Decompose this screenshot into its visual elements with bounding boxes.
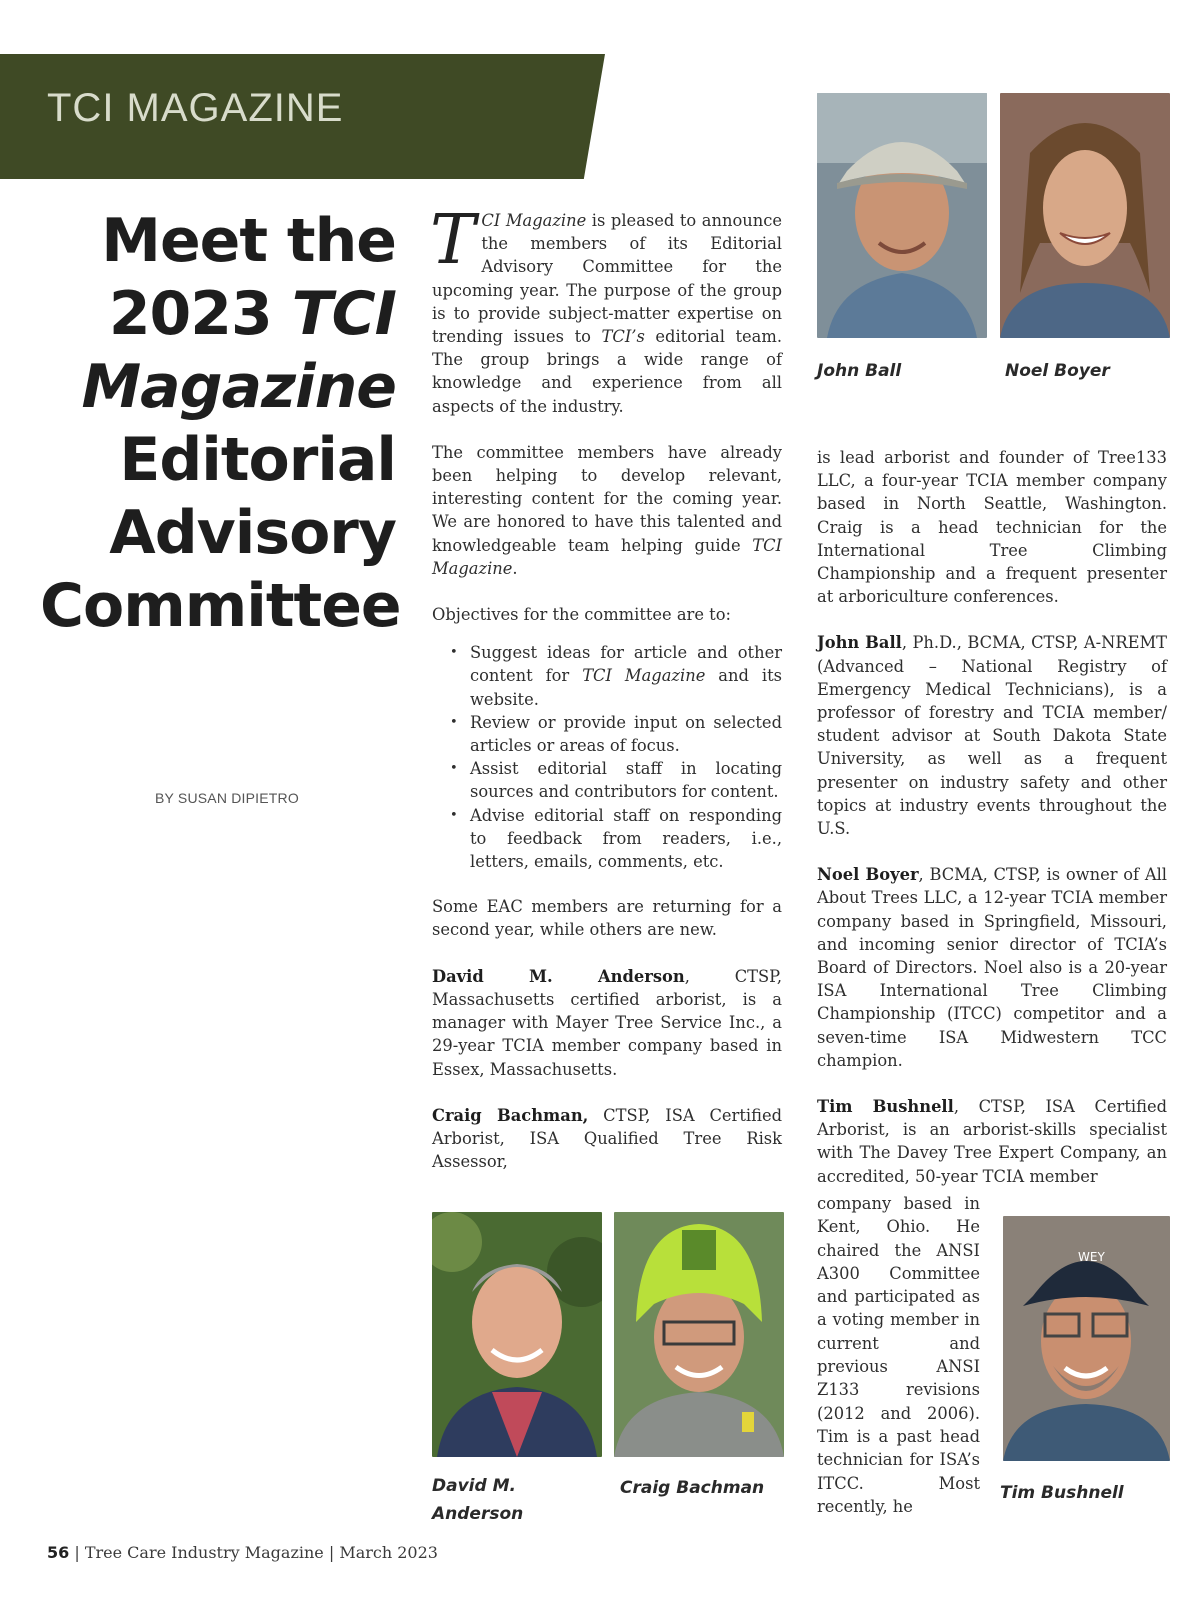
member-name: Tim Bushnell [817, 1097, 954, 1117]
intro-text: is pleased to announce the members of its Editorial Advisory Committee for the upcoming year. The purpose of the group is to provide subject-matter expertise on trending issues to [432, 211, 782, 347]
list-item-text: Advise editorial staff on responding to feedback from readers, i.e., letters, emails, comments, etc. [470, 805, 782, 872]
photo-john-ball [817, 93, 987, 338]
member-bio: , Ph.D., BCMA, CTSP, A-NREMT (Advanced – National Registry of Emergency Medical Technicians), is a professor of forestry and TCIA member/ student advisor at South Dakota State University, as well as a frequent presenter on industry safety and other topics at industry events throughout the U.S. [817, 633, 1167, 839]
member-bio: , BCMA, CTSP, is owner of All About Trees LLC, a 12-year TCIA member company based in Springfield, Missouri, and incoming senior director of TCIA’s Board of Directors. Noel also is a 20-year ISA International Tree Climbing Championship (ITCC) competitor and a seven-time ISA Midwestern TCC champion. [817, 865, 1167, 1070]
photo-craig-bachman [614, 1212, 784, 1457]
member-bachman [432, 1104, 782, 1174]
title-line: Committee [40, 571, 401, 641]
footer-separator: | [69, 1543, 85, 1562]
caption-noel-boyer: Noel Boyer [1005, 361, 1110, 381]
member-bio: , CTSP, Massachusetts certified arborist, is a manager with Mayer Tree Service Inc., a 29-year TCIA member company based in Essex, Massachusetts. [432, 966, 782, 1079]
page-footer [47, 1543, 438, 1562]
list-item-text: Review or provide input on selected articles or areas of focus. [470, 712, 782, 756]
intro-paragraph [430, 201, 782, 418]
member-name: David M. Anderson [432, 966, 685, 986]
portrait-illustration [1003, 1216, 1170, 1461]
list-item-text: and its website. [470, 666, 782, 709]
intro-italic: TCI’s [601, 327, 645, 347]
intro-italic: CI Magazine [481, 211, 587, 230]
caption-tim-bushnell: Tim Bushnell [1000, 1483, 1124, 1503]
portrait-illustration [614, 1212, 784, 1457]
title-line: Advisory [109, 498, 396, 568]
intro-text: editorial team. The group brings a wide range of knowledge and experience from all aspects of the industry. [432, 327, 782, 416]
footer-separator: | [323, 1543, 340, 1562]
title-line: Magazine [81, 352, 396, 422]
article-column-1 [430, 201, 782, 1196]
member-name: John Ball [817, 633, 902, 653]
member-ball [817, 631, 1167, 840]
member-name: Craig Bachman, [432, 1105, 589, 1125]
paragraph-italic: TCI Magazine [432, 535, 782, 578]
list-item [432, 757, 782, 803]
caption-line: Anderson [432, 1504, 524, 1524]
title-tci: TCI [291, 279, 396, 349]
list-item-text: Assist editorial staff in locating sources and contributors for content. [470, 759, 782, 802]
title-line [40, 278, 396, 351]
caption-john-ball: John Ball [817, 361, 902, 381]
caption-craig-bachman: Craig Bachman [620, 1478, 765, 1498]
section-label: TCI MAGAZINE [47, 86, 344, 130]
portrait-illustration [432, 1212, 602, 1457]
member-bushnell-continued: company based in Kent, Ohio. He chaired the ANSI A300 Committee and participated as a voting member in current and previous ANSI Z133 revisions (2012 and 2006). Tim is a past head technician for ISA’s ITCC. Most recently, he [817, 1194, 980, 1516]
photo-david-anderson [432, 1212, 602, 1457]
byline: BY SUSAN DIPIETRO [155, 790, 299, 806]
committee-paragraph [432, 441, 782, 580]
list-item-italic: TCI Magazine [582, 666, 706, 686]
footer-magazine: Tree Care Industry Magazine [84, 1543, 324, 1562]
member-anderson [432, 965, 782, 1081]
member-name: Noel Boyer [817, 865, 919, 885]
list-item [432, 804, 782, 874]
title-line: Editorial [119, 425, 396, 495]
objectives-list [432, 641, 782, 873]
caption-david-anderson [432, 1472, 523, 1528]
portrait-illustration [1000, 93, 1170, 338]
paragraph-text: . [512, 558, 518, 578]
page-title [40, 205, 401, 643]
caption-line: David M. [432, 1476, 516, 1496]
member-boyer [817, 863, 1167, 1072]
svg-text:WEY: WEY [1078, 1250, 1105, 1264]
member-bio: CTSP, ISA Certified Arborist, ISA Qualified Tree Risk Assessor, [432, 1105, 782, 1172]
title-year: 2023 [108, 279, 292, 349]
drop-cap: T [430, 201, 476, 280]
member-bushnell [817, 1095, 1167, 1188]
list-item [432, 711, 782, 757]
article-column-2 [817, 446, 1167, 1188]
page-number: 56 [47, 1543, 70, 1562]
photo-noel-boyer [1000, 93, 1170, 338]
photo-tim-bushnell [1003, 1216, 1170, 1461]
portrait-illustration [817, 93, 987, 338]
list-item [432, 641, 782, 711]
footer-issue: March 2023 [339, 1543, 438, 1562]
title-line: Meet the [101, 206, 396, 276]
returning-paragraph: Some EAC members are returning for a second year, while others are new. [432, 897, 782, 940]
objectives-intro: Objectives for the committee are to: [432, 605, 731, 625]
list-item-text: Suggest ideas for article and other content for [470, 643, 782, 686]
paragraph-text: The committee members have already been helping to develop relevant, interesting content for the coming year. We are honored to have this talented and knowledgeable team helping guide [432, 442, 782, 555]
member-bachman-continued: is lead arborist and founder of Tree133 LLC, a four-year TCIA member company based in North Seattle, Washington. Craig is a head technician for the International Tree Climbing Championship and a frequent presenter at arboriculture conferences. [817, 448, 1167, 607]
member-bio: , CTSP, ISA Certified Arborist, is an arborist-skills specialist with The Davey Tree Expert Company, an accredited, 50-year TCIA member [817, 1097, 1167, 1186]
